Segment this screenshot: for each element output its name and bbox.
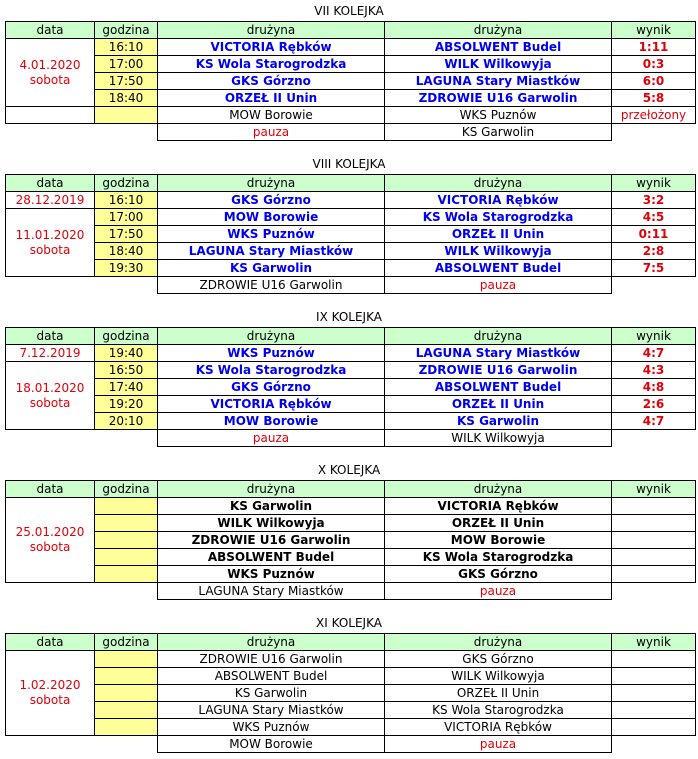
away-team: KS Garwolin — [385, 413, 612, 430]
date-main: 4.01.2020 — [19, 57, 81, 72]
home-team: KS Wola Starogrodzka — [158, 56, 385, 73]
pause-left: pauza — [158, 430, 385, 447]
match-result: 4:7 — [612, 413, 696, 430]
date-extra: 28.12.2019 — [6, 192, 95, 209]
match-row — [6, 226, 696, 243]
match-hour — [95, 685, 158, 702]
match-result — [612, 719, 696, 736]
away-team: LAGUNA Stary Miastków — [385, 73, 612, 90]
match-result: 4:3 — [612, 362, 696, 379]
home-team: KS Garwolin — [158, 498, 385, 515]
match-row — [6, 702, 696, 719]
home-team: WKS Puznów — [158, 226, 385, 243]
match-row — [6, 566, 696, 583]
match-result — [612, 566, 696, 583]
match-row — [6, 515, 696, 532]
match-hour — [95, 515, 158, 532]
round-7-table — [5, 21, 696, 141]
pause-left: ZDROWIE U16 Garwolin — [158, 277, 385, 294]
match-hour: 17:40 — [95, 379, 158, 396]
header-date: data — [6, 175, 95, 192]
match-hour — [95, 668, 158, 685]
match-hour: 17:50 — [95, 73, 158, 90]
round-8-table — [5, 174, 696, 294]
away-team: KS Wola Starogrodzka — [385, 549, 612, 566]
match-result: 7:5 — [612, 260, 696, 277]
round-title: XI KOLEJKA — [316, 616, 382, 630]
match-result — [612, 702, 696, 719]
pause-row — [6, 277, 696, 294]
away-team: ZDROWIE U16 Garwolin — [385, 362, 612, 379]
match-row — [6, 498, 696, 515]
home-team: GKS Górzno — [158, 73, 385, 90]
header-away: drużyna — [385, 22, 612, 39]
round-10-table — [5, 480, 696, 600]
header-row — [6, 481, 696, 498]
away-team: KS Wola Starogrodzka — [385, 702, 612, 719]
away-team: ABSOLWENT Budel — [385, 260, 612, 277]
match-result: 2:8 — [612, 243, 696, 260]
header-hour: godzina — [95, 481, 158, 498]
header-row — [6, 634, 696, 651]
match-result: przełożony — [612, 107, 696, 124]
match-hour: 18:40 — [95, 90, 158, 107]
pause-left: MOW Borowie — [158, 736, 385, 753]
date-cell — [6, 209, 95, 277]
away-team: ORZEŁ II Unin — [385, 396, 612, 413]
away-team: ORZEŁ II Unin — [385, 226, 612, 243]
match-row — [6, 39, 696, 56]
home-team: ORZEŁ II Unin — [158, 90, 385, 107]
match-row — [6, 90, 696, 107]
away-team: WILK Wilkowyja — [385, 668, 612, 685]
header-hour: godzina — [95, 175, 158, 192]
match-row — [6, 345, 696, 362]
away-team: GKS Górzno — [385, 566, 612, 583]
match-hour: 16:10 — [95, 39, 158, 56]
home-team: LAGUNA Stary Miastków — [158, 702, 385, 719]
pause-right: pauza — [385, 277, 612, 294]
match-result: 5:8 — [612, 90, 696, 107]
header-hour: godzina — [95, 634, 158, 651]
day-name: sobota — [29, 693, 71, 707]
home-team: WKS Puznów — [158, 719, 385, 736]
match-hour — [95, 651, 158, 668]
header-result: wynik — [612, 328, 696, 345]
pause-right: pauza — [385, 736, 612, 753]
header-home: drużyna — [158, 22, 385, 39]
match-result — [612, 651, 696, 668]
match-result: 4:7 — [612, 345, 696, 362]
match-result: 0:3 — [612, 56, 696, 73]
round-title: VIII KOLEJKA — [312, 157, 386, 171]
header-row — [6, 22, 696, 39]
home-team: WKS Puznów — [158, 345, 385, 362]
header-home: drużyna — [158, 481, 385, 498]
day-name: sobota — [29, 395, 71, 410]
match-hour — [95, 566, 158, 583]
match-row — [6, 379, 696, 396]
date-cell — [6, 498, 95, 583]
away-team: WILK Wilkowyja — [385, 56, 612, 73]
match-hour: 16:10 — [95, 192, 158, 209]
home-team: MOW Borowie — [158, 413, 385, 430]
header-hour: godzina — [95, 22, 158, 39]
home-team: WILK Wilkowyja — [158, 515, 385, 532]
date-extra: 7.12.2019 — [6, 345, 95, 362]
round-title: X KOLEJKA — [317, 463, 381, 477]
away-team: GKS Górzno — [385, 651, 612, 668]
header-result: wynik — [612, 22, 696, 39]
match-row — [6, 685, 696, 702]
match-row — [6, 192, 696, 209]
header-date: data — [6, 634, 95, 651]
date-main: 1.02.2020 — [19, 678, 81, 692]
pause-row — [6, 583, 696, 600]
home-team: KS Garwolin — [158, 260, 385, 277]
match-row — [6, 651, 696, 668]
header-row — [6, 175, 696, 192]
home-team: KS Garwolin — [158, 685, 385, 702]
date-cell — [6, 362, 95, 430]
pause-row — [6, 736, 696, 753]
match-hour: 20:10 — [95, 413, 158, 430]
home-team: ABSOLWENT Budel — [158, 668, 385, 685]
home-team: KS Wola Starogrodzka — [158, 362, 385, 379]
home-team: GKS Górzno — [158, 379, 385, 396]
header-hour: godzina — [95, 328, 158, 345]
match-hour — [95, 107, 158, 124]
day-name: sobota — [29, 242, 71, 257]
away-team: ABSOLWENT Budel — [385, 379, 612, 396]
match-hour: 19:40 — [95, 345, 158, 362]
pause-row — [6, 430, 696, 447]
match-hour: 19:20 — [95, 396, 158, 413]
header-date: data — [6, 481, 95, 498]
match-row — [6, 549, 696, 566]
pause-row — [6, 124, 696, 141]
pause-right: KS Garwolin — [385, 124, 612, 141]
home-team: MOW Borowie — [158, 209, 385, 226]
match-hour — [95, 702, 158, 719]
match-hour: 17:00 — [95, 209, 158, 226]
pause-right: pauza — [385, 583, 612, 600]
away-team: ORZEŁ II Unin — [385, 685, 612, 702]
header-date: data — [6, 22, 95, 39]
pause-left: LAGUNA Stary Miastków — [158, 583, 385, 600]
match-result — [612, 532, 696, 549]
match-row — [6, 260, 696, 277]
date-empty — [6, 107, 95, 124]
away-team: ORZEŁ II Unin — [385, 515, 612, 532]
match-result — [612, 515, 696, 532]
home-team: LAGUNA Stary Miastków — [158, 243, 385, 260]
match-row — [6, 532, 696, 549]
pause-right: WILK Wilkowyja — [385, 430, 612, 447]
match-result — [612, 685, 696, 702]
away-team: LAGUNA Stary Miastków — [385, 345, 612, 362]
home-team: VICTORIA Rębków — [158, 39, 385, 56]
header-home: drużyna — [158, 175, 385, 192]
match-result — [612, 498, 696, 515]
header-result: wynik — [612, 175, 696, 192]
header-result: wynik — [612, 634, 696, 651]
match-row — [6, 107, 696, 124]
round-title: VII KOLEJKA — [314, 4, 384, 18]
header-home: drużyna — [158, 328, 385, 345]
away-team: ZDROWIE U16 Garwolin — [385, 90, 612, 107]
match-hour — [95, 532, 158, 549]
match-result: 1:11 — [612, 39, 696, 56]
header-result: wynik — [612, 481, 696, 498]
match-row — [6, 56, 696, 73]
match-result: 3:2 — [612, 192, 696, 209]
home-team: WKS Puznów — [158, 566, 385, 583]
header-away: drużyna — [385, 175, 612, 192]
round-title: IX KOLEJKA — [316, 310, 382, 324]
match-hour — [95, 549, 158, 566]
match-result: 4:8 — [612, 379, 696, 396]
match-hour: 17:50 — [95, 226, 158, 243]
date-main: 18.01.2020 — [15, 380, 85, 395]
match-row — [6, 719, 696, 736]
match-row — [6, 668, 696, 685]
away-team: MOW Borowie — [385, 532, 612, 549]
home-team: ZDROWIE U16 Garwolin — [158, 651, 385, 668]
match-result: 0:11 — [612, 226, 696, 243]
date-main: 25.01.2020 — [15, 525, 85, 539]
home-team: GKS Górzno — [158, 192, 385, 209]
away-team: VICTORIA Rębków — [385, 498, 612, 515]
match-hour: 18:40 — [95, 243, 158, 260]
match-row — [6, 73, 696, 90]
match-result — [612, 668, 696, 685]
header-away: drużyna — [385, 634, 612, 651]
date-main: 11.01.2020 — [15, 227, 85, 242]
home-team: VICTORIA Rębków — [158, 396, 385, 413]
match-hour: 16:50 — [95, 362, 158, 379]
match-hour — [95, 719, 158, 736]
match-result: 4:5 — [612, 209, 696, 226]
match-row — [6, 209, 696, 226]
header-away: drużyna — [385, 481, 612, 498]
away-team: ABSOLWENT Budel — [385, 39, 612, 56]
away-team: WILK Wilkowyja — [385, 243, 612, 260]
match-result: 6:0 — [612, 73, 696, 90]
header-home: drużyna — [158, 634, 385, 651]
match-row — [6, 396, 696, 413]
day-name: sobota — [29, 72, 71, 87]
home-team: ZDROWIE U16 Garwolin — [158, 532, 385, 549]
round-9-table — [5, 327, 696, 447]
date-cell — [6, 39, 95, 107]
header-date: data — [6, 328, 95, 345]
home-team: MOW Borowie — [158, 107, 385, 124]
match-row — [6, 362, 696, 379]
match-hour: 17:00 — [95, 56, 158, 73]
day-name: sobota — [29, 540, 71, 554]
header-row — [6, 328, 696, 345]
match-hour: 19:30 — [95, 260, 158, 277]
away-team: KS Wola Starogrodzka — [385, 209, 612, 226]
away-team: WKS Puznów — [385, 107, 612, 124]
date-cell — [6, 651, 95, 736]
header-away: drużyna — [385, 328, 612, 345]
match-hour — [95, 498, 158, 515]
match-result: 2:6 — [612, 396, 696, 413]
away-team: VICTORIA Rębków — [385, 719, 612, 736]
round-11-table — [5, 633, 696, 753]
home-team: ABSOLWENT Budel — [158, 549, 385, 566]
match-result — [612, 549, 696, 566]
pause-left: pauza — [158, 124, 385, 141]
away-team: VICTORIA Rębków — [385, 192, 612, 209]
match-row — [6, 243, 696, 260]
match-row — [6, 413, 696, 430]
